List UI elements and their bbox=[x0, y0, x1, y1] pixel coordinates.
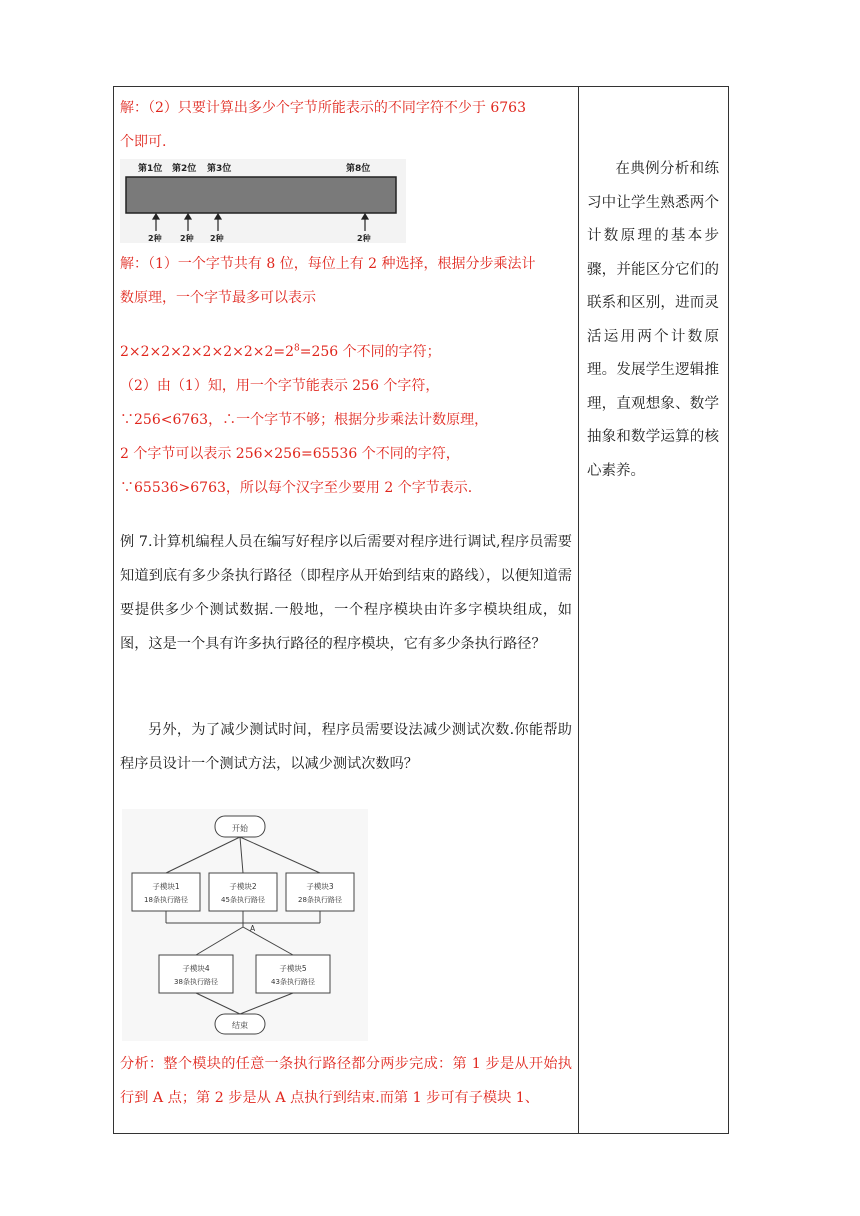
module5-label: 子模块5 bbox=[279, 964, 307, 973]
flowchart bbox=[122, 809, 368, 1041]
module1-label: 子模块1 bbox=[152, 882, 180, 891]
module5-node bbox=[256, 955, 330, 993]
solution-line-8: 2 个字节可以表示 256×256=65536 个不同的字符， bbox=[120, 446, 460, 462]
arrow-label-8: 2种 bbox=[357, 234, 371, 243]
flowchart-figure bbox=[122, 809, 368, 1041]
byte-diagram bbox=[120, 159, 406, 243]
module1-node bbox=[132, 873, 200, 911]
module2-node bbox=[209, 873, 277, 911]
byte-figure bbox=[120, 159, 406, 243]
solution-line-6: （2）由（1）知，用一个字节能表示 256 个字符， bbox=[120, 378, 440, 394]
bit-label-2: 第2位 bbox=[172, 164, 197, 174]
lesson-table bbox=[113, 86, 729, 1134]
point-a-label: A bbox=[250, 924, 256, 933]
solution-line-4: 数原理，一个字节最多可以表示 bbox=[120, 290, 316, 306]
solution-line-3: 解：（1）一个字节共有 8 位，每位上有 2 种选择，根据分步乘法计 bbox=[120, 256, 536, 272]
arrow-label-3: 2种 bbox=[210, 234, 224, 243]
design-intent: 在典例分析和练习中让学生熟悉两个计数原理的基本步骤，并能区分它们的联系和区别，进而灵活运用两个计数原理。发展学生逻辑推理，直观想象、数学抽象和数学运算的核心素养。 bbox=[587, 161, 719, 479]
module3-label: 子模块3 bbox=[306, 882, 334, 891]
byte-bar bbox=[126, 177, 396, 213]
formula-exponent: 8 bbox=[294, 343, 300, 354]
module1-paths: 18条执行路径 bbox=[144, 896, 188, 904]
module3-node bbox=[286, 873, 354, 911]
bit-label-1: 第1位 bbox=[138, 164, 163, 174]
bit-label-8: 第8位 bbox=[346, 164, 371, 174]
solution-line-9: ∵65536>6763，所以每个汉字至少要用 2 个字节表示. bbox=[120, 480, 473, 496]
module4-label: 子模块4 bbox=[182, 964, 210, 973]
arrow-label-1: 2种 bbox=[148, 234, 162, 243]
bit-label-3: 第3位 bbox=[207, 164, 232, 174]
start-label: 开始 bbox=[232, 824, 248, 833]
module2-label: 子模块2 bbox=[229, 882, 257, 891]
right-cell-text bbox=[587, 153, 719, 488]
module5-paths: 43条执行路径 bbox=[271, 978, 315, 986]
formula-line bbox=[120, 341, 441, 361]
example-7: 例 7.计算机编程人员在编写好程序以后需要对程序进行调试,程序员需要知道到底有多少条执行路径（即程序从开始到结束的路线），以便知道需要提供多少个测试数据.一般地，一个程序模块由许多字模块组成，如图，这是一个具有许多执行路径的程序模块，它有多少条执行路径？ bbox=[120, 534, 572, 652]
solution-line-1: 解：（2）只要计算出多少个字节所能表示的不同字符不少于 6763 bbox=[120, 100, 526, 116]
column-divider bbox=[578, 87, 579, 1133]
module4-node bbox=[159, 955, 233, 993]
arrow-label-2: 2种 bbox=[180, 234, 194, 243]
solution-line-7: ∵256<6763，∴一个字节不够；根据分步乘法计数原理， bbox=[120, 412, 489, 428]
module2-paths: 45条执行路径 bbox=[221, 896, 265, 904]
bit-arrows bbox=[153, 214, 368, 231]
formula-post: =256 个不同的字符； bbox=[299, 344, 441, 360]
module3-paths: 28条执行路径 bbox=[298, 896, 342, 904]
module4-paths: 38条执行路径 bbox=[174, 978, 218, 986]
end-label: 结束 bbox=[232, 1021, 248, 1030]
analysis-paragraph: 分析：整个模块的任意一条执行路径都分两步完成：第 1 步是从开始执行到 A 点；第 2 步是从 A 点执行到结束.而第 1 步可有子模块 1、 bbox=[120, 1056, 572, 1106]
paragraph-2: 另外，为了减少测试时间，程序员需要设法减少测试次数.你能帮助程序员设计一个测试方法，以减少测试次数吗？ bbox=[120, 722, 572, 772]
solution-line-2: 个即可. bbox=[120, 134, 167, 150]
formula-pre: 2×2×2×2×2×2×2×2=2 bbox=[120, 344, 295, 360]
